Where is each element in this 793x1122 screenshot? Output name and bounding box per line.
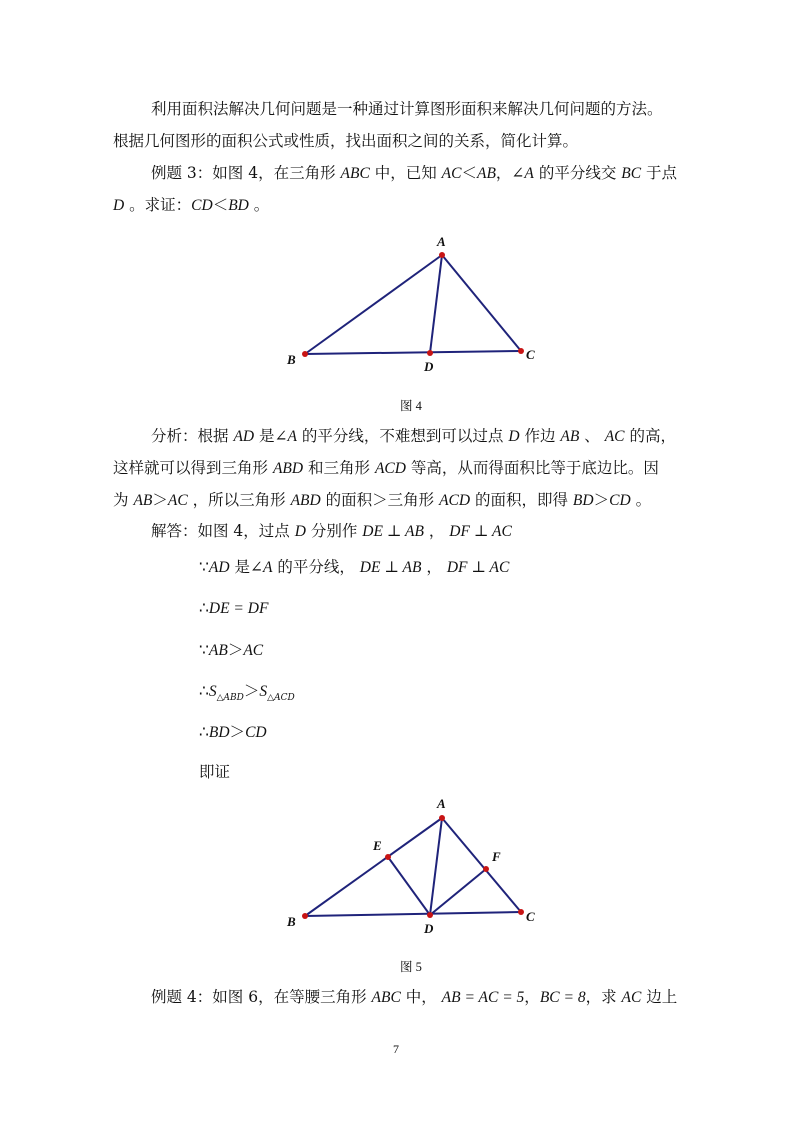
text: 解答：如图 4，过点 — [151, 522, 295, 540]
figure-5-caption: 图 5 — [400, 960, 422, 974]
math: D — [113, 197, 125, 214]
text: 的平分线交 — [533, 164, 622, 182]
math: AC — [621, 989, 642, 1006]
math: BD — [228, 197, 249, 214]
text: 例题 4：如图 6，在等腰三角形 — [151, 988, 372, 1006]
solution-step-2 — [199, 598, 268, 619]
example4-line-1 — [151, 987, 677, 1008]
text: ＜ — [212, 196, 229, 214]
point-a — [439, 815, 445, 821]
therefore-symbol: ∴ — [199, 723, 209, 741]
label-b: B — [287, 914, 296, 929]
label-b: B — [287, 352, 296, 367]
example3-line-1 — [151, 163, 677, 184]
text: ＜ — [461, 164, 477, 182]
math: AB = AC = 5 — [441, 989, 525, 1006]
math: ABC — [371, 989, 401, 1006]
text: ， — [423, 522, 450, 540]
math: AB — [560, 428, 580, 445]
because-symbol: ∵ — [199, 558, 209, 576]
point-a — [439, 252, 445, 258]
point-c — [518, 348, 524, 354]
text: 、 — [579, 427, 605, 445]
math: ABC — [340, 165, 370, 182]
math: CD — [245, 724, 267, 741]
math: ACD — [439, 492, 471, 509]
analysis-line-3 — [113, 490, 651, 511]
solution-step-1 — [199, 557, 509, 578]
therefore-symbol: ∴ — [199, 682, 209, 700]
text: 于点 — [641, 164, 677, 182]
figure-5 — [280, 792, 550, 942]
segment-ab — [305, 255, 442, 354]
text: ， — [524, 988, 540, 1006]
text: ， — [421, 558, 447, 576]
text: 是∠ — [254, 427, 288, 445]
text: 等高，从而得面积比等于底边比。因 — [405, 459, 659, 477]
text: ＞ — [593, 491, 610, 509]
text: 的平分线，不难想到可以过点 — [297, 427, 509, 445]
text: ，所以三角形 — [187, 491, 291, 509]
text: 的高， — [624, 427, 676, 445]
math: CD — [191, 197, 213, 214]
solution-step-3 — [199, 640, 263, 661]
math: DF ⊥ AC — [449, 523, 512, 540]
label-d: D — [424, 921, 434, 936]
because-symbol: ∵ — [199, 641, 209, 659]
example3-line-2 — [113, 195, 269, 216]
label-c: C — [526, 909, 535, 924]
solution-step-6: 即证 — [199, 763, 231, 781]
math: S — [208, 683, 217, 700]
therefore-symbol: ∴ — [199, 599, 209, 617]
intro-line-2: 根据几何图形的面积公式或性质，找出面积之间的关系，简化计算。 — [113, 132, 579, 150]
math: DE ⊥ AB — [362, 523, 424, 540]
text: 分别作 — [305, 522, 363, 540]
figure-4 — [280, 230, 550, 380]
text: 分析：根据 — [151, 427, 234, 445]
solution-step-5 — [199, 722, 267, 743]
text: ＞ — [227, 641, 244, 659]
text: 。 — [248, 196, 270, 214]
math: CD — [609, 492, 631, 509]
label-d: D — [424, 359, 434, 374]
text: 和三角形 — [303, 459, 375, 477]
math: ABD — [290, 492, 321, 509]
math: BD — [208, 724, 230, 741]
text: 作边 — [519, 427, 561, 445]
label-e: E — [373, 838, 382, 853]
text: ，求 — [585, 988, 622, 1006]
point-c — [518, 909, 524, 915]
text: 中， — [400, 988, 442, 1006]
segment-ac — [442, 255, 521, 351]
math: A — [287, 428, 297, 445]
math: AD — [233, 428, 255, 445]
label-c: C — [526, 347, 535, 362]
point-d — [427, 350, 433, 356]
point-f — [483, 866, 489, 872]
text: 例题 3：如图 4，在三角形 — [151, 164, 341, 182]
page-number: 7 — [393, 1042, 399, 1056]
analysis-line-1 — [151, 426, 676, 447]
math: BC — [621, 165, 642, 182]
math: DE = DF — [208, 600, 269, 617]
math: AC — [441, 165, 462, 182]
math: AB — [476, 165, 496, 182]
point-b — [302, 351, 308, 357]
point-e — [385, 854, 391, 860]
math: AC — [167, 492, 188, 509]
math: AC — [243, 642, 264, 659]
solution-step-4 — [199, 681, 295, 708]
math: A — [262, 559, 273, 576]
text: 中，已知 — [369, 164, 442, 182]
math: DE ⊥ AB — [359, 559, 422, 576]
text: ，∠ — [495, 164, 525, 182]
math: AB — [133, 492, 153, 509]
text: ＞ — [152, 491, 168, 509]
math: AB — [208, 642, 228, 659]
subscript: △ACD — [267, 693, 295, 703]
label-f: F — [492, 849, 501, 864]
segment-de — [388, 857, 430, 915]
text: 是∠ — [229, 558, 263, 576]
math: D — [294, 523, 306, 540]
math: S — [259, 683, 268, 700]
label-a: A — [437, 234, 446, 249]
math: ABD — [272, 460, 304, 477]
point-b — [302, 913, 308, 919]
text: ＞ — [243, 682, 260, 700]
math: A — [524, 165, 534, 182]
text: 。求证： — [124, 196, 192, 214]
math: BD — [572, 492, 594, 509]
point-d — [427, 912, 433, 918]
math: BC = 8 — [539, 989, 586, 1006]
text: 。 — [630, 491, 652, 509]
math: ACD — [374, 460, 406, 477]
math: AD — [208, 559, 230, 576]
segment-ad — [430, 818, 442, 915]
label-a: A — [437, 796, 446, 811]
analysis-line-2 — [113, 458, 659, 479]
text: 边上 — [641, 988, 678, 1006]
segment-bc — [305, 351, 521, 354]
segment-ad — [430, 255, 442, 353]
text: 这样就可以得到三角形 — [113, 459, 273, 477]
segment-bc — [305, 912, 521, 916]
solution-head — [151, 521, 512, 542]
figure-4-caption: 图 4 — [400, 399, 422, 413]
text: 的面积＞三角形 — [320, 491, 440, 509]
math: D — [508, 428, 520, 445]
text: 的面积，即得 — [470, 491, 573, 509]
segment-ac — [442, 818, 521, 912]
segment-ab — [305, 818, 442, 916]
intro-line-1: 利用面积法解决几何问题是一种通过计算图形面积来解决几何问题的方法。 — [151, 100, 663, 118]
math: DF ⊥ AC — [446, 559, 510, 576]
text: ＞ — [229, 723, 246, 741]
math: AC — [604, 428, 625, 445]
text: 的平分线， — [272, 558, 360, 576]
segment-df — [430, 869, 486, 915]
subscript: △ABD — [216, 693, 244, 703]
text: 为 — [113, 491, 134, 509]
